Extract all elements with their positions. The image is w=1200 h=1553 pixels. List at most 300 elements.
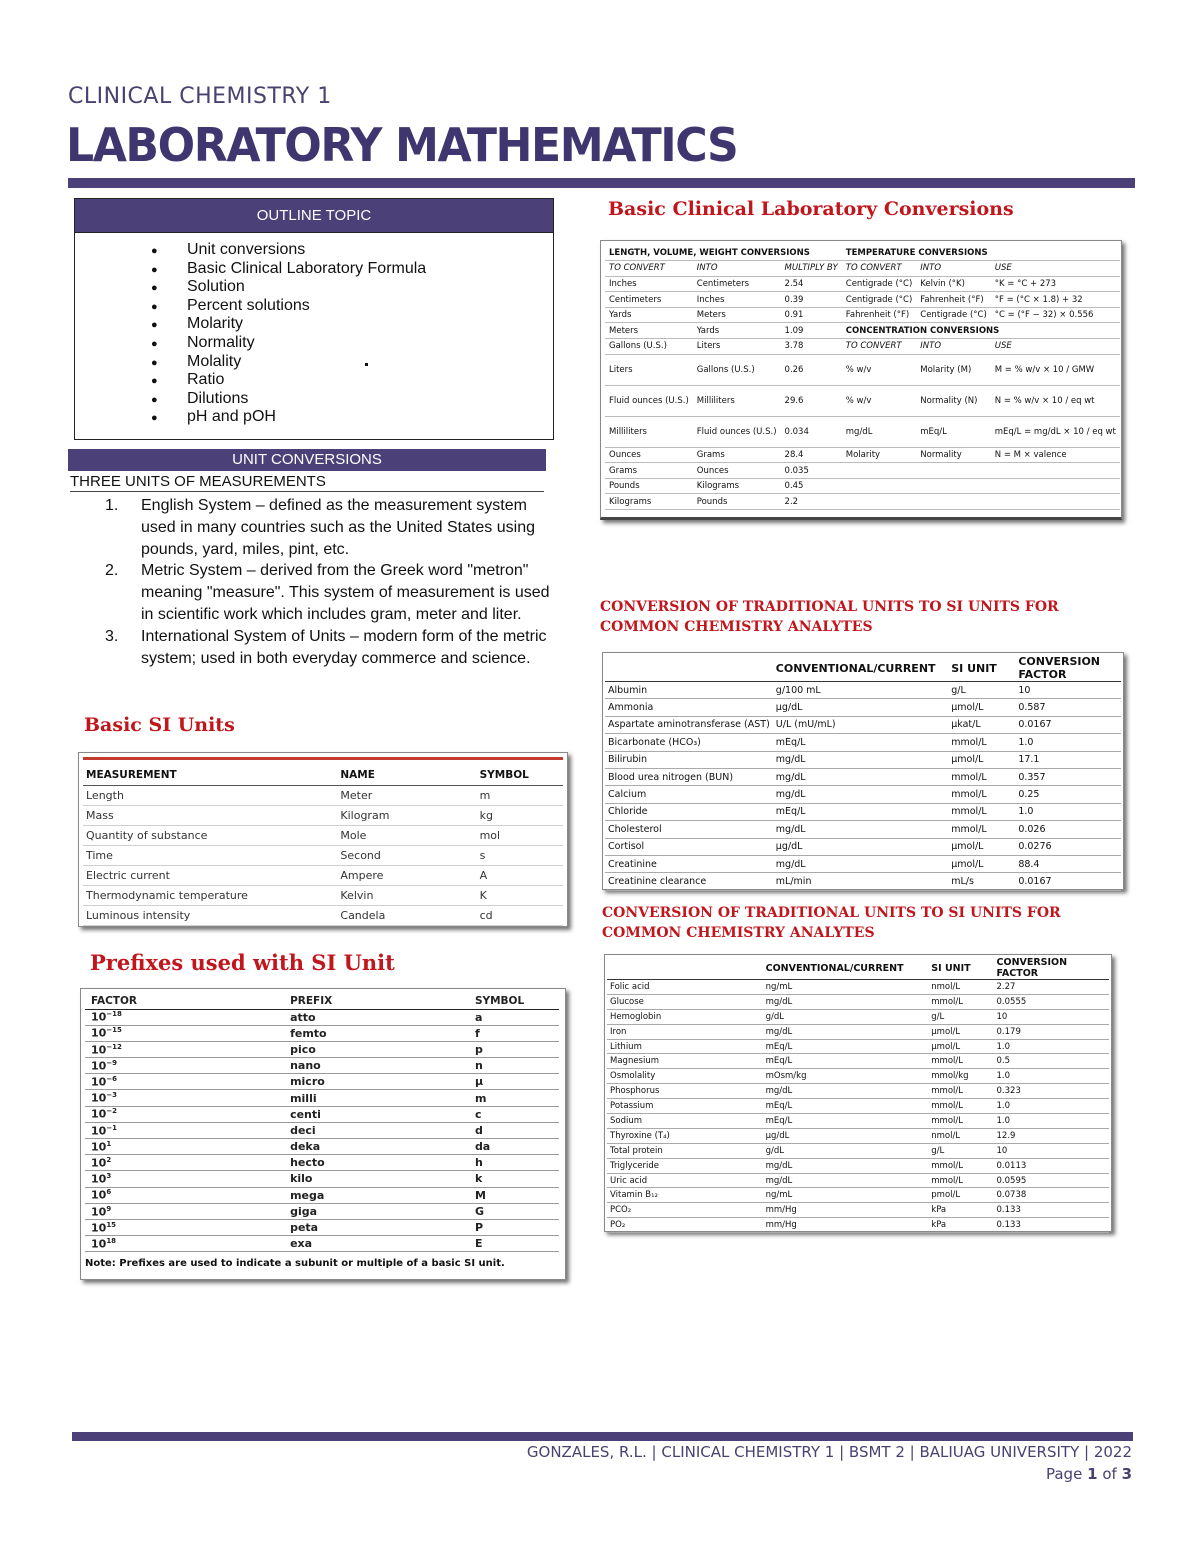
table-cell: Grams xyxy=(693,447,781,463)
factor-base: 10 xyxy=(91,1027,107,1041)
factor-base: 10 xyxy=(91,1140,107,1154)
table-cell: 0.91 xyxy=(781,307,842,323)
factor-base: 10 xyxy=(91,1205,107,1219)
page-number xyxy=(527,1463,1132,1485)
factor-base: 10 xyxy=(91,1091,107,1105)
table-cell: Thermodynamic temperature xyxy=(83,885,337,905)
prefix-cell: femto xyxy=(284,1025,469,1041)
unit-system-item xyxy=(100,626,565,670)
analytes2-table-image xyxy=(604,954,1112,1232)
table-cell: mL/min xyxy=(773,873,948,890)
table-cell: g/100 mL xyxy=(773,682,948,699)
table-cell: Creatinine clearance xyxy=(605,873,773,890)
table-cell: Kilograms xyxy=(693,478,781,494)
an1-col: SI UNIT xyxy=(948,655,1015,682)
table-cell: mg/dL xyxy=(763,1173,929,1188)
conc-col-cell: USE xyxy=(991,339,1120,355)
symbol-cell: c xyxy=(469,1106,559,1122)
table-row xyxy=(605,821,1121,838)
table-cell: Lithium xyxy=(607,1039,763,1054)
table-cell: mmol/L xyxy=(928,1158,993,1173)
table-cell: mmol/kg xyxy=(928,1069,993,1084)
table-cell: Centigrade (°C) xyxy=(842,292,917,308)
table-cell: Bicarbonate (HCO₃) xyxy=(605,734,773,751)
table-cell: kg xyxy=(477,805,563,825)
conv-left-title: LENGTH, VOLUME, WEIGHT CONVERSIONS xyxy=(605,245,842,261)
table-cell: kPa xyxy=(928,1218,993,1233)
table-cell: Kelvin xyxy=(337,885,476,905)
table-cell: 0.5 xyxy=(994,1054,1109,1069)
an1-col: CONVENTIONAL/CURRENT xyxy=(773,655,948,682)
table-cell: mEq/L = mg/dL × 10 / eq wt xyxy=(991,416,1120,447)
si-col-measurement: MEASUREMENT xyxy=(83,765,337,785)
table-row xyxy=(607,1099,1109,1114)
table-cell: Meters xyxy=(693,307,781,323)
item-number: 2. xyxy=(105,562,119,580)
table-cell: m xyxy=(477,785,563,805)
table-row xyxy=(83,825,563,845)
factor-base: 10 xyxy=(91,1043,107,1057)
table-cell: 0.0167 xyxy=(1015,873,1121,890)
table-cell xyxy=(842,478,917,494)
factor-cell xyxy=(85,1155,284,1171)
factor-cell xyxy=(85,1122,284,1138)
table-cell: Albumin xyxy=(605,682,773,699)
conc-col-cell: TO CONVERT xyxy=(842,339,917,355)
table-cell: 0.133 xyxy=(994,1203,1109,1218)
table-cell: nmol/L xyxy=(928,980,993,995)
table-cell: μg/dL xyxy=(763,1128,929,1143)
factor-exponent: −15 xyxy=(106,1026,122,1035)
course-subtitle: CLINICAL CHEMISTRY 1 xyxy=(68,84,332,109)
table-cell: 88.4 xyxy=(1015,855,1121,872)
table-cell: Kilogram xyxy=(337,805,476,825)
analytes2-table xyxy=(607,957,1109,1233)
table-cell: 0.39 xyxy=(781,292,842,308)
table-cell: Fluid ounces (U.S.) xyxy=(605,385,693,416)
table-cell: Kilograms xyxy=(605,494,693,510)
prefix-cell: exa xyxy=(284,1236,469,1252)
table-row xyxy=(607,1218,1109,1233)
table-cell: 28.4 xyxy=(781,447,842,463)
table-cell: Quantity of substance xyxy=(83,825,337,845)
table-row xyxy=(605,478,1120,494)
conc-col-cell: INTO xyxy=(916,339,991,355)
table-cell: 1.09 xyxy=(781,323,842,339)
table-cell: Potassium xyxy=(607,1099,763,1114)
table-row xyxy=(83,805,563,825)
table-row xyxy=(607,1054,1109,1069)
table-cell: PCO₂ xyxy=(607,1203,763,1218)
table-cell: 0.0167 xyxy=(1015,716,1121,733)
prefix-cell: milli xyxy=(284,1090,469,1106)
table-row xyxy=(605,276,1120,292)
outline-item: ● Dilutions xyxy=(75,390,553,409)
table-cell: mL/s xyxy=(948,873,1015,890)
symbol-cell: da xyxy=(469,1139,559,1155)
table-cell: mg/dL xyxy=(763,1024,929,1039)
table-row xyxy=(85,1236,559,1252)
table-cell: Uric acid xyxy=(607,1173,763,1188)
table-cell: Inches xyxy=(605,276,693,292)
factor-exponent: −6 xyxy=(106,1075,118,1084)
table-row xyxy=(607,1084,1109,1099)
table-cell: Triglyceride xyxy=(607,1158,763,1173)
prefixes-note: Note: Prefixes are used to indicate a subunit or multiple of a basic SI unit. xyxy=(85,1258,505,1270)
table-cell: cd xyxy=(477,905,563,925)
table-cell: Phosphorus xyxy=(607,1084,763,1099)
table-row xyxy=(607,994,1109,1009)
table-cell: pmol/L xyxy=(928,1188,993,1203)
prefix-cell: hecto xyxy=(284,1155,469,1171)
basic-si-table xyxy=(83,765,563,926)
table-cell: Time xyxy=(83,845,337,865)
factor-exponent: 15 xyxy=(106,1220,117,1229)
table-cell: Candela xyxy=(337,905,476,925)
table-cell: K xyxy=(477,885,563,905)
table-cell xyxy=(916,494,991,510)
table-row xyxy=(605,339,1120,355)
outline-list xyxy=(75,241,553,427)
table-row xyxy=(607,1009,1109,1024)
table-row xyxy=(605,447,1120,463)
table-row xyxy=(605,385,1120,416)
table-cell: 0.026 xyxy=(1015,821,1121,838)
basic-si-table-image xyxy=(78,752,568,927)
factor-exponent: −1 xyxy=(106,1123,118,1132)
analytes2-heading: CONVERSION OF TRADITIONAL UNITS TO SI UNITS FOR COMMON CHEMISTRY ANALYTES xyxy=(602,905,1061,941)
factor-base: 10 xyxy=(91,1075,107,1089)
table-cell: 1.0 xyxy=(994,1114,1109,1129)
table-cell: mmol/L xyxy=(948,734,1015,751)
table-cell: Gallons (U.S.) xyxy=(605,339,693,355)
table-cell: μkat/L xyxy=(948,716,1015,733)
three-units-label: THREE UNITS OF MEASUREMENTS xyxy=(70,473,544,492)
table-row xyxy=(85,1139,559,1155)
table-cell: % w/v xyxy=(842,385,917,416)
factor-exponent: −9 xyxy=(106,1058,118,1067)
table-cell: Luminous intensity xyxy=(83,905,337,925)
unit-system-item xyxy=(100,560,565,625)
footer xyxy=(527,1441,1132,1485)
page-label: Page xyxy=(1045,1465,1083,1483)
prefix-cell: centi xyxy=(284,1106,469,1122)
table-cell: Calcium xyxy=(605,786,773,803)
conv-col: INTO xyxy=(693,261,781,277)
prefix-cell: micro xyxy=(284,1074,469,1090)
table-row xyxy=(607,1158,1109,1173)
table-cell: mg/dL xyxy=(763,1084,929,1099)
table-row xyxy=(607,1203,1109,1218)
table-cell: Mole xyxy=(337,825,476,845)
table-cell: 1.0 xyxy=(1015,803,1121,820)
table-cell: Hemoglobin xyxy=(607,1009,763,1024)
factor-exponent: −3 xyxy=(106,1091,118,1100)
table-cell: mEq/L xyxy=(773,734,948,751)
factor-cell xyxy=(85,1090,284,1106)
table-cell: mg/dL xyxy=(773,786,948,803)
table-cell: Molarity xyxy=(842,447,917,463)
table-row xyxy=(607,1128,1109,1143)
si-col-name: NAME xyxy=(337,765,476,785)
conc-title-cell: CONCENTRATION CONVERSIONS xyxy=(842,323,1120,339)
unit-conversions-heading: UNIT CONVERSIONS xyxy=(68,449,546,471)
conv-col: INTO xyxy=(916,261,991,277)
table-cell: Length xyxy=(83,785,337,805)
table-cell: mmol/L xyxy=(928,1054,993,1069)
table-cell: % w/v xyxy=(842,354,917,385)
symbol-cell: P xyxy=(469,1219,559,1235)
table-cell: mEq/L xyxy=(916,416,991,447)
table-cell: μmol/L xyxy=(948,751,1015,768)
table-cell: Meter xyxy=(337,785,476,805)
table-cell: Second xyxy=(337,845,476,865)
outline-item: ● Molality xyxy=(75,353,553,372)
factor-exponent: 9 xyxy=(106,1204,112,1213)
table-cell: Cortisol xyxy=(605,838,773,855)
factor-base: 10 xyxy=(91,1156,107,1170)
table-row xyxy=(607,980,1109,995)
factor-exponent: 18 xyxy=(106,1236,117,1245)
table-cell: g/dL xyxy=(763,1009,929,1024)
table-cell: mg/dL xyxy=(842,416,917,447)
outline-item: ● Percent solutions xyxy=(75,297,553,316)
factor-base: 10 xyxy=(91,1059,107,1073)
item-number: 3. xyxy=(105,627,119,645)
table-cell: Gallons (U.S.) xyxy=(693,354,781,385)
table-row xyxy=(85,1009,559,1025)
table-cell: 1.0 xyxy=(994,1099,1109,1114)
table-cell: Grams xyxy=(605,463,693,479)
symbol-cell: f xyxy=(469,1025,559,1041)
table-row xyxy=(85,1219,559,1235)
factor-exponent: 3 xyxy=(106,1172,112,1181)
table-cell: Mass xyxy=(83,805,337,825)
table-cell: 10 xyxy=(1015,682,1121,699)
outline-item: ● Unit conversions xyxy=(75,241,553,260)
table-cell: 2.2 xyxy=(781,494,842,510)
factor-base: 10 xyxy=(91,1172,107,1186)
table-row xyxy=(85,1041,559,1057)
table-row xyxy=(605,682,1121,699)
table-cell: 0.0555 xyxy=(994,994,1109,1009)
table-row xyxy=(605,463,1120,479)
table-cell: mmol/L xyxy=(928,1099,993,1114)
symbol-cell: k xyxy=(469,1171,559,1187)
table-cell: Pounds xyxy=(693,494,781,510)
table-cell: A xyxy=(477,865,563,885)
table-row xyxy=(605,494,1120,510)
factor-base: 10 xyxy=(91,1108,107,1122)
table-cell: Total protein xyxy=(607,1143,763,1158)
table-cell: °C = (°F − 32) × 0.556 xyxy=(991,307,1120,323)
factor-cell xyxy=(85,1074,284,1090)
symbol-cell: p xyxy=(469,1041,559,1057)
table-cell: mm/Hg xyxy=(763,1218,929,1233)
table-cell: mmol/L xyxy=(928,1173,993,1188)
factor-cell xyxy=(85,1236,284,1252)
table-cell: Electric current xyxy=(83,865,337,885)
symbol-cell: h xyxy=(469,1155,559,1171)
table-row xyxy=(605,838,1121,855)
table-cell: μmol/L xyxy=(948,855,1015,872)
table-cell: mmol/L xyxy=(948,768,1015,785)
factor-base: 10 xyxy=(91,1188,107,1202)
table-cell: mmol/L xyxy=(948,786,1015,803)
factor-cell xyxy=(85,1009,284,1025)
units-list xyxy=(100,495,565,669)
si-table-top-rule xyxy=(83,757,563,760)
table-cell: 2.27 xyxy=(994,980,1109,995)
table-cell: Iron xyxy=(607,1024,763,1039)
page-of: of xyxy=(1102,1465,1117,1483)
table-cell: M = % w/v × 10 / GMW xyxy=(991,354,1120,385)
table-row xyxy=(605,354,1120,385)
table-row xyxy=(85,1058,559,1074)
table-row xyxy=(85,1090,559,1106)
table-cell: kPa xyxy=(928,1203,993,1218)
table-row xyxy=(85,1074,559,1090)
table-cell: Molarity (M) xyxy=(916,354,991,385)
symbol-cell: E xyxy=(469,1236,559,1252)
table-cell: Osmolality xyxy=(607,1069,763,1084)
table-cell: mm/Hg xyxy=(763,1203,929,1218)
table-cell: mg/dL xyxy=(763,994,929,1009)
table-cell: Glucose xyxy=(607,994,763,1009)
table-cell: μg/dL xyxy=(773,838,948,855)
an2-col: CONVENTIONAL/CURRENT xyxy=(763,957,929,980)
table-cell: U/L (mU/mL) xyxy=(773,716,948,733)
table-row xyxy=(83,785,563,805)
symbol-cell: m xyxy=(469,1090,559,1106)
table-cell: mmol/L xyxy=(948,803,1015,820)
item-number: 1. xyxy=(105,497,119,514)
table-cell: mmol/L xyxy=(948,821,1015,838)
table-cell: Chloride xyxy=(605,803,773,820)
table-row xyxy=(605,699,1121,716)
table-cell: PO₂ xyxy=(607,1218,763,1233)
table-cell: s xyxy=(477,845,563,865)
conversions-table-image xyxy=(600,240,1122,520)
factor-cell xyxy=(85,1187,284,1203)
table-cell: 0.26 xyxy=(781,354,842,385)
table-cell: 0.0276 xyxy=(1015,838,1121,855)
table-cell: ng/mL xyxy=(763,980,929,995)
unit-system-item xyxy=(100,495,565,560)
si-col-symbol: SYMBOL xyxy=(477,765,563,785)
table-cell: Normality xyxy=(916,447,991,463)
table-cell: 2.54 xyxy=(781,276,842,292)
factor-cell xyxy=(85,1106,284,1122)
analytes1-heading: CONVERSION OF TRADITIONAL UNITS TO SI UNITS FOR COMMON CHEMISTRY ANALYTES xyxy=(600,599,1059,635)
table-row xyxy=(607,1039,1109,1054)
prefix-cell: giga xyxy=(284,1203,469,1219)
prefix-cell: deci xyxy=(284,1122,469,1138)
table-row xyxy=(607,1114,1109,1129)
factor-cell xyxy=(85,1058,284,1074)
table-cell: mg/dL xyxy=(773,855,948,872)
table-cell: g/L xyxy=(948,682,1015,699)
table-cell: mg/dL xyxy=(773,751,948,768)
page-current: 1 xyxy=(1087,1465,1098,1483)
table-cell: Centimeters xyxy=(693,276,781,292)
table-cell: Creatinine xyxy=(605,855,773,872)
outline-item: ● Basic Clinical Laboratory Formula xyxy=(75,260,553,279)
table-cell: Ammonia xyxy=(605,699,773,716)
conv-col: TO CONVERT xyxy=(605,261,693,277)
factor-exponent: 6 xyxy=(106,1188,112,1197)
symbol-cell: a xyxy=(469,1009,559,1025)
table-cell: Fluid ounces (U.S.) xyxy=(693,416,781,447)
table-cell: 1.0 xyxy=(1015,734,1121,751)
table-row xyxy=(85,1203,559,1219)
symbol-cell: M xyxy=(469,1187,559,1203)
an2-col xyxy=(607,957,763,980)
an1-col xyxy=(605,655,773,682)
table-cell: Blood urea nitrogen (BUN) xyxy=(605,768,773,785)
table-row xyxy=(83,905,563,925)
conv-col: MULTIPLY BY xyxy=(781,261,842,277)
table-cell: μg/dL xyxy=(773,699,948,716)
outline-item: ● Ratio xyxy=(75,371,553,390)
table-row xyxy=(605,716,1121,733)
table-row xyxy=(605,416,1120,447)
factor-exponent: −2 xyxy=(106,1107,118,1116)
item-text: International System of Units – modern form of the metric system; used in both everyday commerce and science. xyxy=(141,627,547,667)
table-row xyxy=(85,1106,559,1122)
table-cell: mol xyxy=(477,825,563,845)
analytes1-table-image xyxy=(602,652,1124,890)
outline-heading: OUTLINE TOPIC xyxy=(75,199,553,233)
pf-col-factor: FACTOR xyxy=(85,993,284,1009)
table-cell: Yards xyxy=(605,307,693,323)
table-cell: Sodium xyxy=(607,1114,763,1129)
table-cell: 0.45 xyxy=(781,478,842,494)
prefix-cell: nano xyxy=(284,1058,469,1074)
table-row xyxy=(83,885,563,905)
table-cell: N = % w/v × 10 / eq wt xyxy=(991,385,1120,416)
table-cell xyxy=(991,478,1120,494)
table-cell: 12.9 xyxy=(994,1128,1109,1143)
table-cell: Ounces xyxy=(693,463,781,479)
table-cell: Milliliters xyxy=(693,385,781,416)
factor-cell xyxy=(85,1219,284,1235)
table-cell: mEq/L xyxy=(773,803,948,820)
prefix-cell: pico xyxy=(284,1041,469,1057)
table-cell: nmol/L xyxy=(928,1128,993,1143)
symbol-cell: n xyxy=(469,1058,559,1074)
table-cell: mg/dL xyxy=(773,768,948,785)
table-cell: Centigrade (°C) xyxy=(916,307,991,323)
item-text: Metric System – derived from the Greek word "metron" meaning "measure". This system of measurement is used in scientific work which includes gram, meter and liter. xyxy=(141,562,550,623)
table-cell: Thyroxine (T₄) xyxy=(607,1128,763,1143)
table-cell: 0.0113 xyxy=(994,1158,1109,1173)
conversions-table xyxy=(605,245,1120,510)
prefix-cell: kilo xyxy=(284,1171,469,1187)
table-row xyxy=(85,1171,559,1187)
factor-exponent: −18 xyxy=(106,1010,122,1019)
table-row xyxy=(607,1143,1109,1158)
table-cell: 0.25 xyxy=(1015,786,1121,803)
factor-base: 10 xyxy=(91,1237,107,1251)
factor-exponent: 2 xyxy=(106,1155,112,1164)
table-cell: °F = (°C × 1.8) + 32 xyxy=(991,292,1120,308)
symbol-cell: G xyxy=(469,1203,559,1219)
table-cell: 0.323 xyxy=(994,1084,1109,1099)
prefixes-table xyxy=(85,993,559,1252)
table-cell: g/L xyxy=(928,1009,993,1024)
table-row xyxy=(605,855,1121,872)
